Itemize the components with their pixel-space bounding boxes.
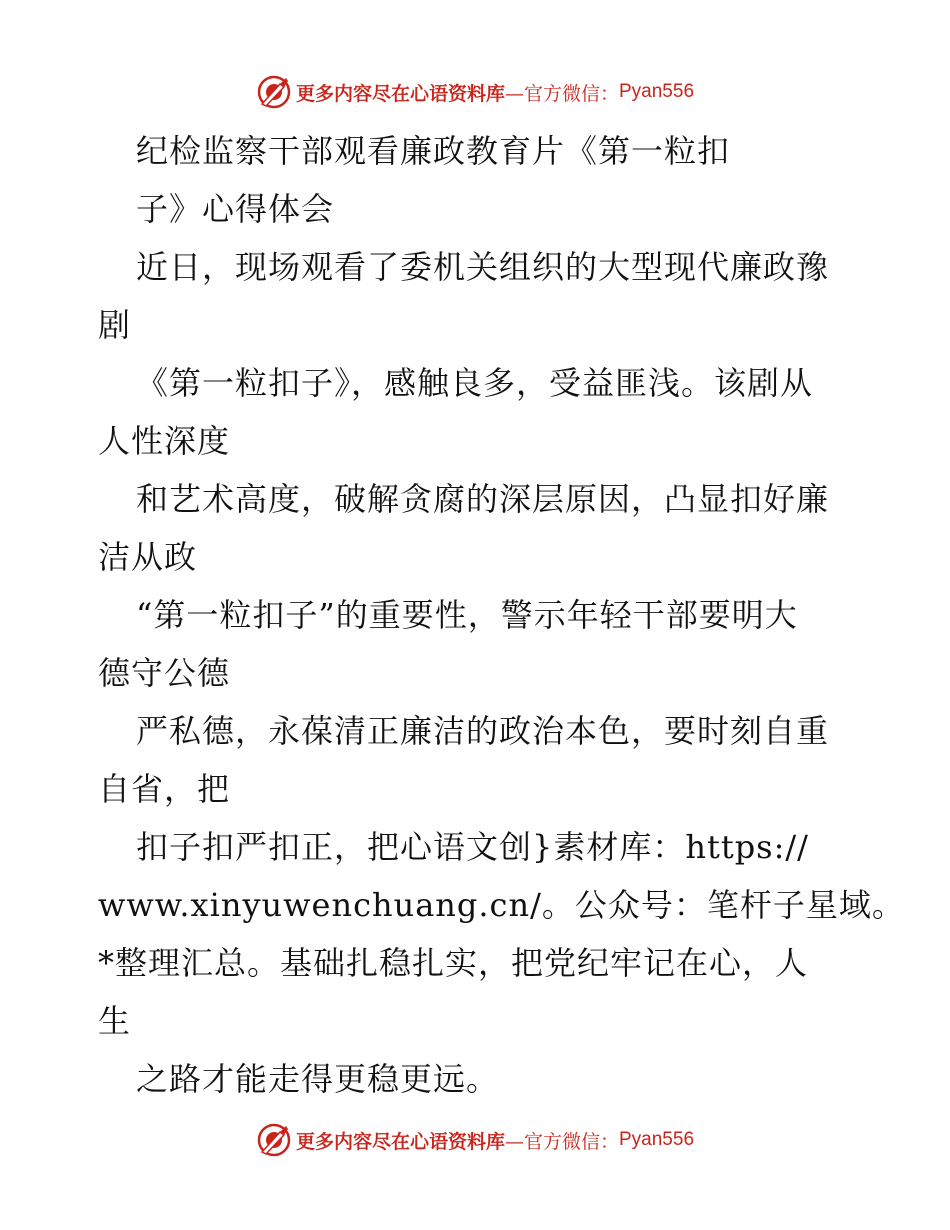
doc-text-line: 《第一粒扣子》，感触良多，受益匪浅。该剧从 (136, 364, 814, 402)
document-body (98, 122, 905, 1108)
doc-text-line: *整理汇总。基础扎稳扎实，把党纪牢记在心，人 (98, 944, 809, 982)
doc-text-line: 人性深度 (98, 422, 231, 460)
pen-logo-icon (256, 1122, 292, 1158)
watermark-sub-text: —官方微信： (504, 1130, 619, 1153)
doc-title-line: 纪检监察干部观看廉政教育片《第一粒扣 (136, 132, 731, 170)
doc-text-line: 生 (98, 1002, 132, 1040)
doc-text-line: 和艺术高度，破解贪腐的深层原因，凸显扣好廉 (136, 480, 830, 518)
watermark-id-text: Pyan556 (619, 81, 695, 102)
doc-text-line: 严私德，永葆清正廉洁的政治本色，要时刻自重 (136, 712, 830, 750)
doc-text-line: 近日，现场观看了委机关组织的大型现代廉政豫 (136, 248, 830, 286)
doc-text-line: 自省，把 (98, 770, 231, 808)
watermark-main-text: 更多内容尽在心语资料库 (295, 1130, 505, 1153)
doc-text-line: 洁从政 (98, 538, 198, 576)
doc-text-line: 扣子扣严扣正，把心语文创}素材库：https:// (136, 828, 809, 866)
pen-logo-icon (256, 74, 292, 110)
watermark-banner-top (0, 72, 950, 112)
doc-text-line: “第一粒扣子”的重要性，警示年轻干部要明大 (136, 596, 798, 634)
doc-title-line: 子》心得体会 (136, 190, 335, 228)
watermark-sub-text: —官方微信： (504, 82, 619, 105)
watermark-main-text: 更多内容尽在心语资料库 (295, 82, 505, 105)
watermark-banner-bottom (0, 1120, 950, 1160)
doc-text-line: 德守公德 (98, 654, 231, 692)
watermark-id-text: Pyan556 (619, 1129, 695, 1150)
doc-text-line: 剧 (98, 306, 132, 344)
doc-text-line: www.xinyuwenchuang.cn/。公众号：笔杆子星域。 (98, 886, 905, 924)
doc-text-line: 之路才能走得更稳更远。 (136, 1060, 500, 1098)
